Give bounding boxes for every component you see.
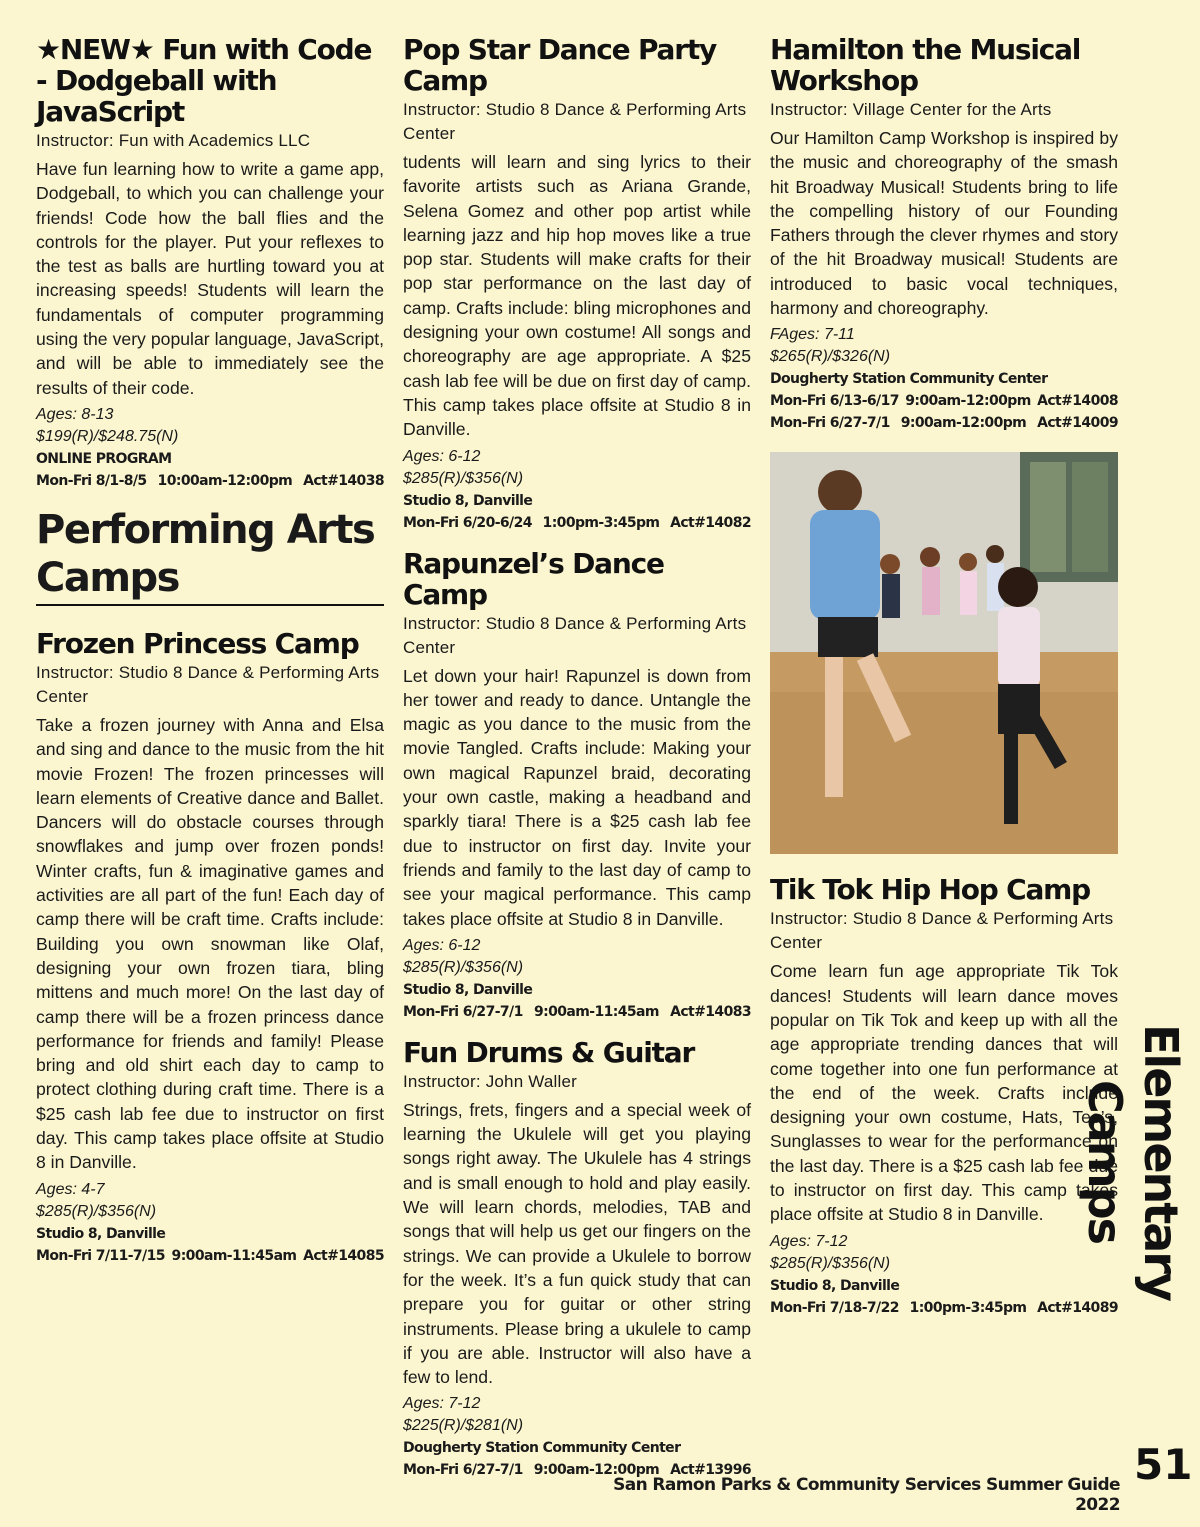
- schedule-time: 9:00am-11:45am: [171, 1247, 297, 1264]
- camp-price: $285(R)/$356(N): [36, 1202, 157, 1220]
- camp-price: $225(R)/$281(N): [403, 1417, 524, 1435]
- camp-location: Dougherty Station Community Center: [770, 371, 1048, 388]
- camp-ages: Ages: 7-12: [403, 1395, 481, 1413]
- camp-ages: Ages: 4-7: [36, 1180, 105, 1198]
- camp-instructor: Instructor: Studio 8 Dance & Performing Arts Center: [770, 909, 1114, 953]
- camp-location: Dougherty Station Community Center: [403, 1440, 681, 1457]
- camp-description: Strings, frets, fingers and a special week of learning the Ukulele will get you playing songs right away. The Ukulele has 4 strings and is small enough to hold and play easily. We will learn chords, melodies, TAB and songs that will help us get our fingers on the strings. We can provide a Ukulele to borrow for the week. It’s a fun quick study that can prepare you for guitar or other string instruments. Please bring a ukulele to camp if you are able. Instructor will also have a few to lend.: [403, 1099, 751, 1388]
- camp-schedule: [36, 470, 384, 492]
- schedule-days: Mon-Fri 6/27-7/1: [770, 415, 890, 432]
- schedule-time: 1:00pm-3:45pm: [909, 1299, 1027, 1316]
- camp-instructor: Instructor: Village Center for the Arts: [770, 100, 1052, 119]
- camp-instructor: Instructor: Studio 8 Dance & Performing Arts Center: [36, 662, 380, 706]
- schedule-days: Mon-Fri 8/1-8/5: [36, 472, 147, 489]
- camp-instructor: Instructor: Studio 8 Dance & Performing Arts Center: [403, 613, 747, 657]
- camp-description: Let down your hair! Rapunzel is down from her tower and ready to dance. Untangle the magic as you dance to the music from the movie Tangled. Crafts include: Making your own magical Rapunzel braid, decorating your own castle, making a headband and sparkly tiara! There is a $25 cash lab fee due to instructor on first day. Invite your friends and family to the last day of camp to see your magical performance. This camp takes place offsite at Studio 8 in Danville.: [403, 665, 751, 929]
- section-side-label: Elementary Camps: [1078, 1024, 1188, 1300]
- schedule-time: 9:00am-11:45am: [533, 1003, 659, 1020]
- camp-price: $199(R)/$248.75(N): [36, 427, 179, 445]
- camp-title: Rapunzel’s Dance Camp: [403, 546, 664, 611]
- camp-description: Take a frozen journey with Anna and Elsa and sing and dance to the music from the hit movie Frozen! The frozen princesses will learn elements of Creative dance and Ballet. Dancers will do obstacle courses through snowflakes and jump over frozen ponds! Winter crafts, fun & imaginative games and activities are all part of the fun! Each day of camp there will be craft time. Crafts include: Building you own snowman like Olaf, designing your own frozen tiara, bling mittens and much more! On the last day of camp there will be a frozen princess dance performance for friends and family! Please bring and old shirt each day to camp to protect clothing during craft time. There is a $25 cash lab fee due to instructor on first day. This camp takes place offsite at Studio 8 in Danville.: [36, 714, 384, 1173]
- schedule-time: 9:00am-12:00pm: [905, 393, 1031, 410]
- camp-price: $285(R)/$356(N): [403, 958, 524, 976]
- camp-title: ★NEW★ Fun with Code - Dodgeball with JavaScript: [36, 33, 372, 128]
- camp-ages: Ages: 8-13: [36, 405, 114, 423]
- camp-location: Studio 8, Danville: [403, 492, 533, 509]
- page-footer: San Ramon Parks & Community Services Summer Guide 2022: [613, 1475, 1120, 1515]
- camp-location: Studio 8, Danville: [36, 1225, 166, 1242]
- camp-ages: Ages: 6-12: [403, 936, 481, 954]
- schedule-time: 9:00am-12:00pm: [900, 415, 1027, 432]
- camp-description: Come learn fun age appropriate Tik Tok dances! Students will learn dance moves popular on Tik Tok and keep up with all the age appropriate trending dances that will come together into one fun performance at the end of the week. Crafts include designing your own costume, Hats, Tee’s, Sunglasses to wear for the performance on the last day. There is a $25 cash lab fee due to instructor on first day. This camp takes place offsite at Studio 8 in Danville.: [770, 961, 1118, 1225]
- camp-title: Fun Drums & Guitar: [403, 1035, 695, 1069]
- activity-number: Act#14082: [670, 514, 751, 531]
- column-middle: [403, 34, 751, 1495]
- camp-ages: FAges: 7-11: [770, 326, 855, 344]
- camp-ages: Ages: 7-12: [770, 1232, 848, 1250]
- camp-price: $285(R)/$356(N): [403, 469, 524, 487]
- camp-title: Frozen Princess Camp: [36, 626, 359, 660]
- activity-number: Act#14083: [670, 1003, 751, 1020]
- schedule-days: Mon-Fri 6/13-6/17: [770, 393, 899, 410]
- schedule-days: Mon-Fri 6/27-7/1: [403, 1003, 523, 1020]
- schedule-days: Mon-Fri 6/27-7/1: [403, 1462, 523, 1479]
- page-number: 51: [1134, 1440, 1193, 1489]
- schedule-time: 10:00am-12:00pm: [157, 472, 293, 489]
- camp-title: Pop Star Dance Party Camp: [403, 33, 717, 97]
- camp-listing-hamilton: [770, 34, 1118, 434]
- camp-schedule: [770, 390, 1118, 412]
- camp-listing-code: [36, 34, 384, 492]
- camp-instructor: Instructor: Studio 8 Dance & Performing Arts Center: [403, 100, 747, 143]
- camp-location: Studio 8, Danville: [403, 981, 533, 998]
- schedule-time: 1:00pm-3:45pm: [542, 514, 660, 531]
- dance-class-illustration: [770, 452, 1118, 854]
- section-title: Performing Arts Camps: [36, 506, 384, 606]
- activity-number: Act#14008: [1037, 393, 1118, 410]
- camp-description: tudents will learn and sing lyrics to their favorite artists such as Ariana Grande, Selena Gomez and other pop artist while learning jazz and hip hop moves like a true pop star. Students will make crafts for their pop star performance on the last day of camp. Crafts include: bling microphones and designing your own costume! All songs and choreography are age appropriate. A $25 cash lab fee will be due on first day of camp. This camp takes place offsite at Studio 8 in Danville.: [403, 152, 751, 440]
- camp-listing-popstar: [403, 34, 751, 534]
- camp-schedule: [403, 512, 751, 534]
- camp-schedule: [403, 1001, 751, 1023]
- camp-schedule: [770, 412, 1118, 434]
- activity-number: Act#14009: [1037, 415, 1118, 432]
- schedule-days: Mon-Fri 7/11-7/15: [36, 1247, 165, 1264]
- camp-listing-rapunzel: [403, 548, 751, 1023]
- activity-number: Act#14038: [303, 472, 384, 489]
- camp-description: Have fun learning how to write a game app, Dodgeball, to which you can challenge your friends! Code how the ball flies and the controls for the player. Put your reflexes to the test as balls are hurtling toward you at increasing speeds! Students will learn the fundamentals of computer programming using the very popular language, JavaScript, and will be able to immediately see the results of their code.: [36, 159, 384, 398]
- camp-listing-drums: [403, 1037, 751, 1482]
- camp-schedule: [36, 1245, 384, 1267]
- camp-schedule: [770, 1297, 1118, 1319]
- schedule-days: Mon-Fri 7/18-7/22: [770, 1299, 899, 1316]
- camp-price: $265(R)/$326(N): [770, 348, 891, 366]
- camp-description: Our Hamilton Camp Workshop is inspired by the music and choreography of the smash hit Broadway Musical! Students bring to life the compelling history of our Founding Fathers through the clever rhymes and story of the hit Broadway musical! Students are introduced to basic vocal techniques, harmony and choreography.: [770, 128, 1118, 319]
- camp-price: $285(R)/$356(N): [770, 1254, 891, 1272]
- column-right: [770, 34, 1118, 1333]
- camp-instructor: Instructor: John Waller: [403, 1071, 578, 1091]
- camp-title: Tik Tok Hip Hop Camp: [770, 873, 1090, 907]
- activity-number: Act#14089: [1037, 1299, 1118, 1316]
- camp-listing-tiktok: [770, 874, 1118, 1318]
- camp-title: Hamilton the Musical Workshop: [770, 33, 1081, 97]
- camp-listing-frozen: [36, 628, 384, 1267]
- activity-number: Act#13996: [670, 1462, 751, 1479]
- camp-instructor: Instructor: Fun with Academics LLC: [36, 131, 311, 150]
- dance-class-photo: [770, 452, 1118, 854]
- column-left: [36, 34, 384, 1281]
- schedule-days: Mon-Fri 6/20-6/24: [403, 514, 532, 531]
- camp-location: Studio 8, Danville: [770, 1277, 900, 1294]
- schedule-time: 9:00am-12:00pm: [533, 1462, 660, 1479]
- activity-number: Act#14085: [303, 1247, 384, 1264]
- camp-location: ONLINE PROGRAM: [36, 450, 172, 467]
- camp-ages: Ages: 6-12: [403, 447, 481, 465]
